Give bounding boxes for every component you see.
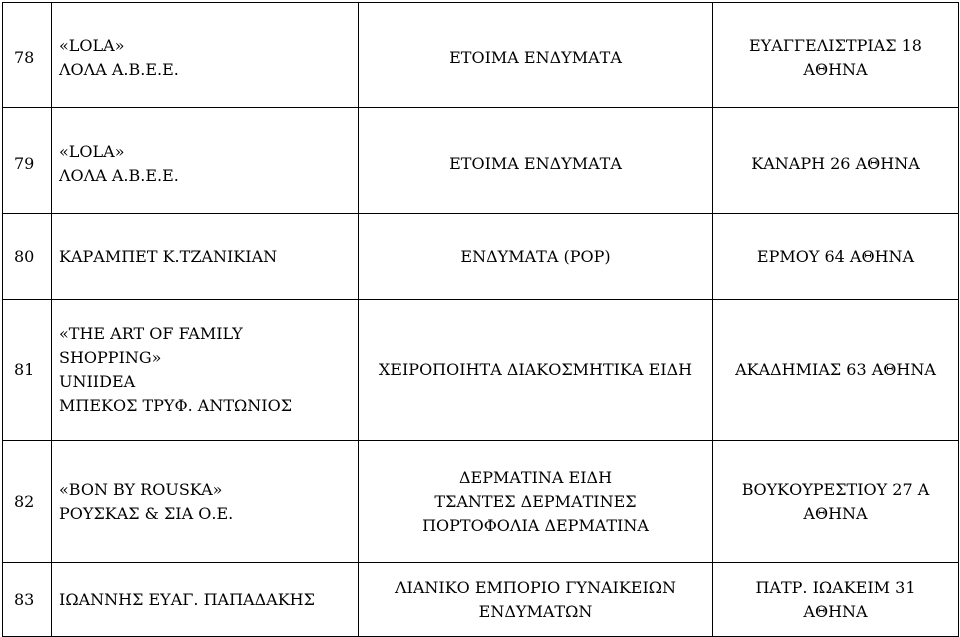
- business-address: [713, 300, 959, 441]
- business-name-line: ΙΩΑΝΝΗΣ ΕΥΑΓ. ΠΑΠΑΔΑΚΗΣ: [59, 589, 315, 609]
- business-type-line: ΔΕΡΜΑΤΙΝΑ ΕΙΔΗ: [458, 467, 613, 487]
- business-type-line: ΧΕΙΡΟΠΟΙΗΤΑ ΔΙΑΚΟΣΜΗΤΙΚΑ ΕΙΔΗ: [378, 360, 693, 379]
- business-address: [713, 441, 959, 563]
- business-type: [359, 3, 713, 108]
- business-name: [52, 300, 359, 441]
- entry-number: 78: [3, 3, 52, 108]
- business-name-line: «BON BY ROUSKA»: [59, 479, 223, 499]
- business-type-line: ΤΣΑΝΤΕΣ ΔΕΡΜΑΤΙΝΕΣ: [434, 491, 637, 511]
- entry-number: 81: [3, 300, 52, 441]
- business-type: [359, 563, 713, 637]
- entry-number: 83: [3, 563, 52, 637]
- address-line: ΑΘΗΝΑ: [803, 601, 868, 621]
- business-name-line: ΜΠΕΚΟΣ ΤΡΥΦ. ΑΝΤΩΝΙΟΣ: [59, 396, 293, 415]
- business-type-line: ΕΤΟΙΜΑ ΕΝΔΥΜΑΤΑ: [449, 153, 622, 173]
- business-address: [713, 214, 959, 300]
- business-name: [52, 108, 359, 214]
- business-address: [713, 3, 959, 108]
- business-name-line: «LOLA»: [59, 141, 125, 161]
- table-row: [3, 300, 959, 441]
- business-type-line: ΕΝΔΥΜΑΤΑ (POP): [460, 246, 611, 266]
- business-type-line: ΕΝΔΥΜΑΤΩΝ: [478, 601, 593, 621]
- address-line: ΕΡΜΟΥ 64 ΑΘΗΝΑ: [756, 246, 915, 266]
- business-name: [52, 563, 359, 637]
- business-address: [713, 563, 959, 637]
- address-line: ΕΥΑΓΓΕΛΙΣΤΡΙΑΣ 18: [749, 36, 922, 55]
- table-row: [3, 214, 959, 300]
- entry-number: 80: [3, 214, 52, 300]
- business-type-line: ΠΟΡΤΟΦΟΛΙΑ ΔΕΡΜΑΤΙΝΑ: [422, 515, 649, 535]
- business-name-line: ΚΑΡΑΜΠΕΤ Κ.ΤΖΑΝΙΚΙΑΝ: [59, 246, 278, 266]
- table-row: [3, 441, 959, 563]
- business-type: [359, 300, 713, 441]
- business-name: [52, 441, 359, 563]
- business-type-line: ΛΙΑΝΙΚΟ ΕΜΠΟΡΙΟ ΓΥΝΑΙΚΕΙΩΝ: [394, 577, 677, 597]
- business-type-line: ΕΤΟΙΜΑ ΕΝΔΥΜΑΤΑ: [449, 48, 622, 67]
- business-type: [359, 441, 713, 563]
- business-name-line: ΛΟΛΑ Α.Β.Ε.Ε.: [59, 60, 179, 79]
- address-line: ΑΘΗΝΑ: [803, 60, 868, 79]
- business-name-line: UNIIDEA: [59, 372, 136, 391]
- address-line: ΒΟΥΚΟΥΡΕΣΤΙΟΥ 27 Α: [741, 479, 930, 499]
- entry-number: 79: [3, 108, 52, 214]
- table-row: [3, 563, 959, 637]
- business-name: [52, 3, 359, 108]
- table-row: [3, 108, 959, 214]
- table-row: [3, 3, 959, 108]
- business-type: [359, 214, 713, 300]
- address-line: ΚΑΝΑΡΗ 26 ΑΘΗΝΑ: [751, 153, 920, 173]
- business-address: [713, 108, 959, 214]
- address-line: ΑΘΗΝΑ: [803, 503, 868, 523]
- address-line: ΑΚΑΔΗΜΙΑΣ 63 ΑΘΗΝΑ: [735, 360, 936, 379]
- business-name-line: SHOPPING»: [59, 348, 162, 367]
- business-name-line: ΛΟΛΑ Α.Β.Ε.Ε.: [59, 165, 179, 185]
- address-line: ΠΑΤΡ. ΙΩΑΚΕΙΜ 31: [755, 577, 916, 597]
- business-name-line: «THE ART OF FAMILY: [59, 324, 243, 343]
- business-name-line: «LOLA»: [59, 36, 125, 55]
- business-type: [359, 108, 713, 214]
- business-name: [52, 214, 359, 300]
- registry-table: [2, 2, 959, 637]
- business-name-line: ΡΟΥΣΚΑΣ & ΣΙΑ Ο.Ε.: [59, 503, 234, 523]
- entry-number: 82: [3, 441, 52, 563]
